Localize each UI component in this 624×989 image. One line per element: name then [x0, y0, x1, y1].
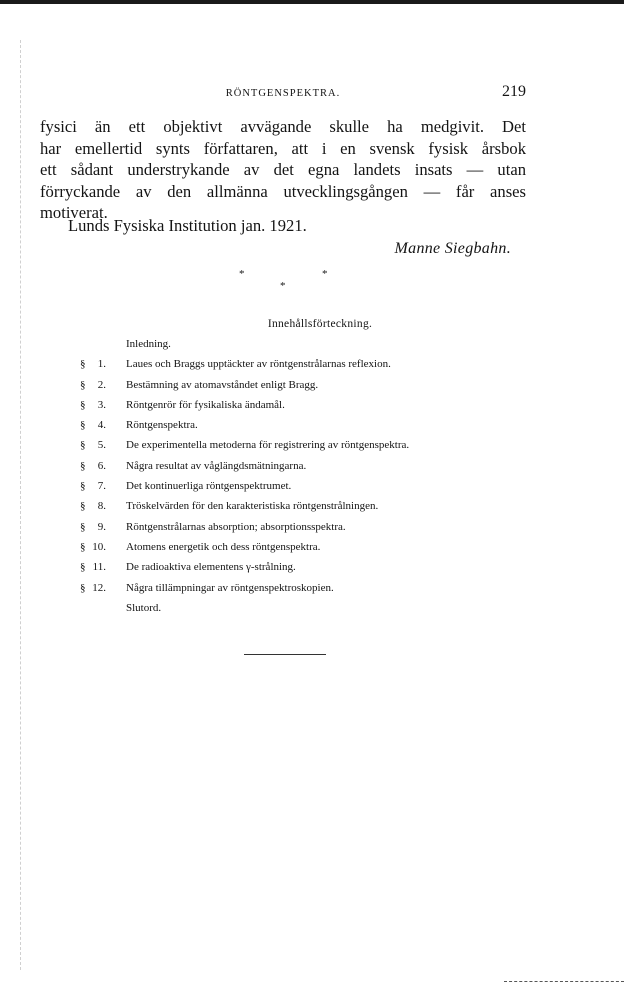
toc-closing: Slutord. — [126, 601, 162, 614]
toc-entry — [60, 517, 540, 537]
section-mark: § — [80, 480, 86, 493]
toc-entry-number: 9. — [97, 520, 106, 533]
toc-entry-text: Några resultat av våglängdsmätningarna. — [126, 459, 307, 472]
toc-entry — [60, 415, 540, 435]
toc-entry — [60, 435, 540, 455]
binding-margin — [20, 40, 21, 970]
toc-entry-number: 12. — [92, 581, 106, 594]
toc-entry-number: 8. — [97, 500, 106, 513]
body-line: ett sådant understrykande av det egna landets insats — utan — [40, 160, 526, 179]
running-header — [40, 85, 526, 105]
section-mark: § — [80, 540, 86, 553]
section-mark: § — [80, 358, 86, 371]
section-mark: § — [80, 398, 86, 411]
asterism-divider — [0, 266, 624, 296]
toc-entry-number: 2. — [97, 378, 106, 391]
toc-entry-text: De experimentella metoderna för registrering av röntgenspektra. — [126, 439, 410, 452]
toc-entry-number: 7. — [97, 480, 106, 493]
body-paragraph — [40, 116, 526, 224]
running-title: RÖNTGENSPEKTRA. — [225, 88, 341, 99]
toc-entry — [60, 578, 540, 598]
table-of-contents — [60, 318, 540, 618]
section-mark: § — [80, 581, 86, 594]
toc-entry — [60, 395, 540, 415]
section-mark: § — [80, 439, 86, 452]
section-mark: § — [80, 561, 86, 574]
dateline: Lunds Fysiska Institution jan. 1921. — [68, 216, 307, 235]
section-mark: § — [80, 459, 86, 472]
section-mark: § — [80, 378, 86, 391]
closing-rule — [244, 654, 326, 655]
asterism-star: * — [280, 280, 286, 292]
body-line: har emellertid synts författaren, att i en svensk fysisk årsbok — [40, 138, 526, 158]
toc-entry — [60, 557, 540, 577]
toc-entry-text: Röntgenrör för fysikaliska ändamål. — [126, 398, 285, 411]
toc-entry-text: Röntgenstrålarnas absorption; absorptionsspektra. — [126, 520, 346, 533]
toc-entry-text: De radioaktiva elementens γ-strålning. — [126, 561, 296, 574]
toc-title: Innehållsförteckning. — [267, 318, 373, 330]
section-mark: § — [80, 419, 86, 432]
bottom-edge-trace — [504, 981, 624, 983]
toc-entry-text: Laues och Braggs upptäckter av röntgenstrålarnas reflexion. — [126, 358, 391, 371]
toc-entry-text: Tröskelvärden för den karakteristiska röntgenstrålningen. — [126, 500, 379, 513]
toc-entry-text: Bestämning av atomavståndet enligt Bragg. — [126, 378, 319, 391]
toc-intro: Inledning. — [126, 338, 171, 350]
toc-entry — [60, 354, 540, 374]
toc-entry-number: 10. — [92, 540, 106, 553]
toc-entry — [60, 375, 540, 395]
body-line: fysici än ett objektivt avvägande skulle ha medgivit. Det — [40, 117, 526, 136]
toc-entry-text: Några tillämpningar av röntgenspektroskopien. — [126, 581, 334, 594]
toc-entry — [60, 476, 540, 496]
section-mark: § — [80, 500, 86, 513]
body-line: motiverat. — [40, 203, 108, 222]
toc-entry-number: 4. — [97, 419, 106, 432]
page-number: 219 — [502, 83, 526, 100]
toc-entry — [60, 537, 540, 557]
toc-entry — [60, 456, 540, 476]
toc-entry-number: 11. — [92, 561, 106, 574]
toc-entries — [60, 354, 540, 598]
toc-entry-number: 6. — [97, 459, 106, 472]
toc-entry — [60, 496, 540, 516]
toc-entry-text: Det kontinuerliga röntgenspektrumet. — [126, 480, 292, 493]
asterism-star: * — [239, 268, 245, 280]
toc-entry-number: 3. — [97, 398, 106, 411]
body-line: förryckande av den allmänna utvecklingsgången — får anses — [40, 181, 526, 201]
section-mark: § — [80, 520, 86, 533]
toc-entry-number: 1. — [97, 358, 106, 371]
author-signature: Manne Siegbahn. — [394, 240, 511, 257]
toc-entry-number: 5. — [97, 439, 106, 452]
asterism-star: * — [322, 268, 328, 280]
toc-entry-text: Atomens energetik och dess röntgenspektra. — [126, 540, 321, 553]
top-edge-rule — [0, 0, 624, 4]
toc-entry-text: Röntgenspektra. — [126, 419, 198, 432]
